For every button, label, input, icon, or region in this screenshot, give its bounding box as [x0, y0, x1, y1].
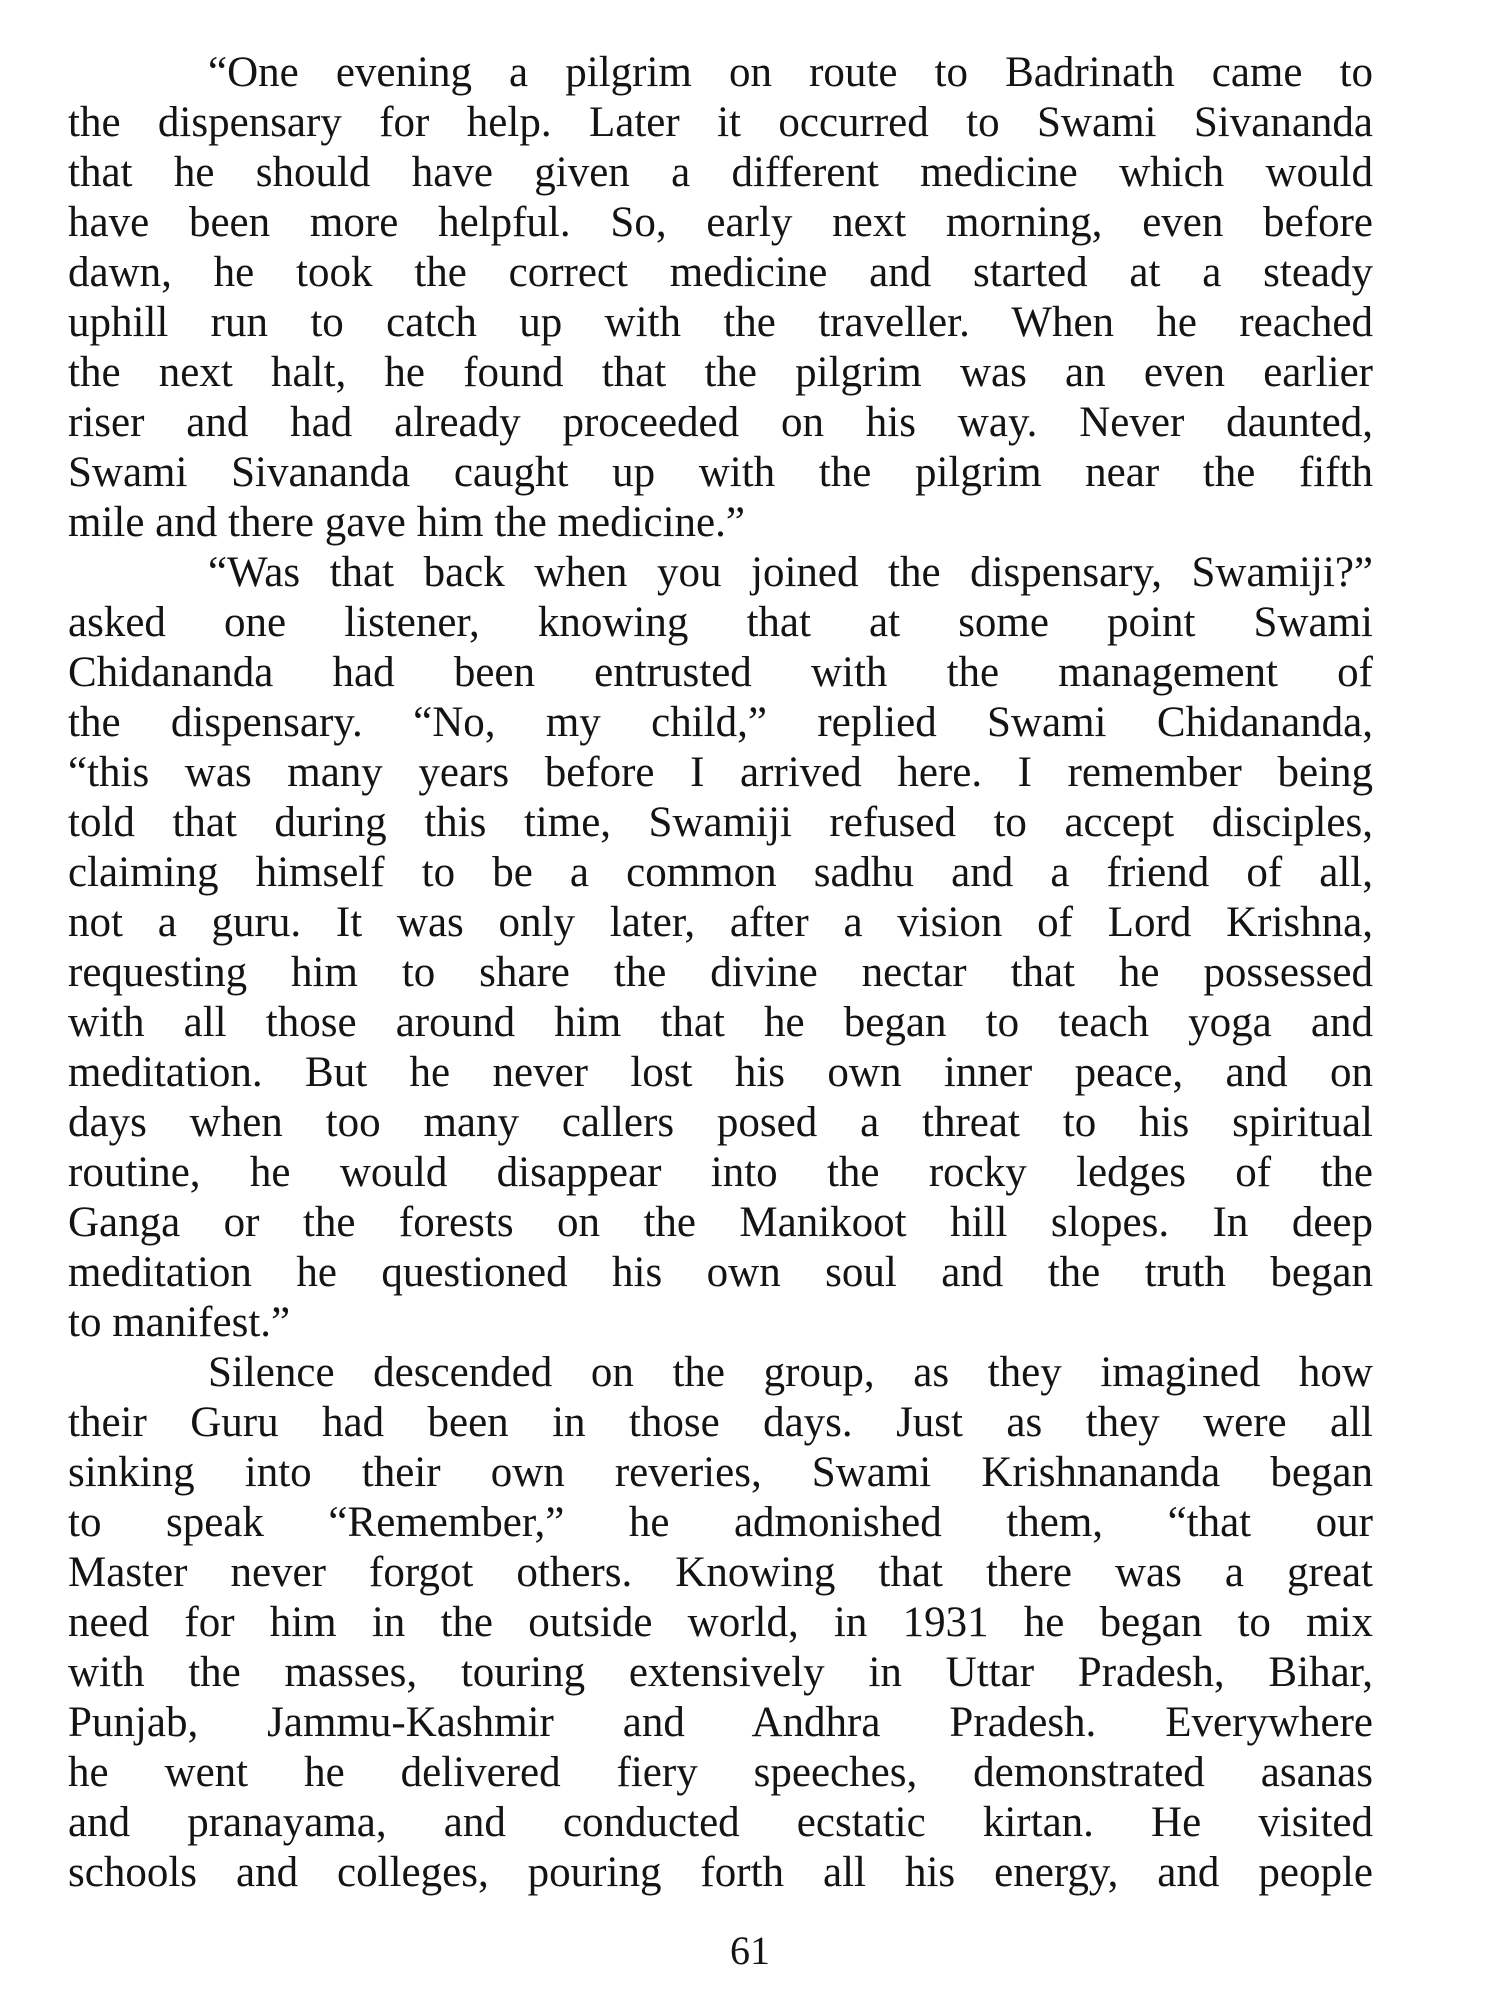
text-line: Master never forgot others. Knowing that there was a great [68, 1549, 1373, 1596]
text-line: Ganga or the forests on the Manikoot hill slopes. In deep [68, 1199, 1373, 1246]
text-line: need for him in the outside world, in 1931 he began to mix [68, 1599, 1373, 1646]
text-line: riser and had already proceeded on his way. Never daunted, [68, 399, 1373, 446]
text-line: uphill run to catch up with the traveller. When he reached [68, 299, 1373, 346]
text-line: Chidananda had been entrusted with the management of [68, 649, 1373, 696]
text-line: “this was many years before I arrived here. I remember being [68, 749, 1373, 796]
text-line: asked one listener, knowing that at some point Swami [68, 599, 1373, 646]
text-line: “One evening a pilgrim on route to Badrinath came to [208, 49, 1373, 96]
text-line: have been more helpful. So, early next morning, even before [68, 199, 1373, 246]
text-line: the dispensary for help. Later it occurred to Swami Sivananda [68, 99, 1373, 146]
text-line: requesting him to share the divine nectar that he possessed [68, 949, 1373, 996]
text-line: mile and there gave him the medicine.” [68, 499, 745, 546]
text-line: to manifest.” [68, 1299, 291, 1346]
text-line: their Guru had been in those days. Just as they were all [68, 1399, 1373, 1446]
text-line: Swami Sivananda caught up with the pilgrim near the fifth [68, 449, 1373, 496]
text-line: with the masses, touring extensively in Uttar Pradesh, Bihar, [68, 1649, 1373, 1696]
text-line: the dispensary. “No, my child,” replied Swami Chidananda, [68, 699, 1373, 746]
text-line: dawn, he took the correct medicine and started at a steady [68, 249, 1373, 296]
text-line: schools and colleges, pouring forth all his energy, and people [68, 1849, 1373, 1896]
text-line: Silence descended on the group, as they imagined how [208, 1349, 1373, 1396]
text-line: “Was that back when you joined the dispensary, Swamiji?” [208, 549, 1373, 596]
text-line: to speak “Remember,” he admonished them, “that our [68, 1499, 1373, 1546]
text-line: meditation. But he never lost his own inner peace, and on [68, 1049, 1373, 1096]
page-number: 61 [730, 1928, 770, 1973]
text-line: told that during this time, Swamiji refused to accept disciples, [68, 799, 1373, 846]
text-line: sinking into their own reveries, Swami Krishnananda began [68, 1449, 1373, 1496]
text-line: meditation he questioned his own soul and the truth began [68, 1249, 1373, 1296]
text-line: not a guru. It was only later, after a vision of Lord Krishna, [68, 899, 1373, 946]
text-line: the next halt, he found that the pilgrim was an even earlier [68, 349, 1373, 396]
text-line: claiming himself to be a common sadhu and a friend of all, [68, 849, 1373, 896]
text-line: and pranayama, and conducted ecstatic kirtan. He visited [68, 1799, 1373, 1846]
text-line: with all those around him that he began to teach yoga and [68, 999, 1373, 1046]
text-line: days when too many callers posed a threat to his spiritual [68, 1099, 1373, 1146]
text-line: routine, he would disappear into the rocky ledges of the [68, 1149, 1373, 1196]
text-line: Punjab, Jammu-Kashmir and Andhra Pradesh. Everywhere [68, 1699, 1373, 1746]
text-line: he went he delivered fiery speeches, demonstrated asanas [68, 1749, 1373, 1796]
text-line: that he should have given a different medicine which would [68, 149, 1373, 196]
